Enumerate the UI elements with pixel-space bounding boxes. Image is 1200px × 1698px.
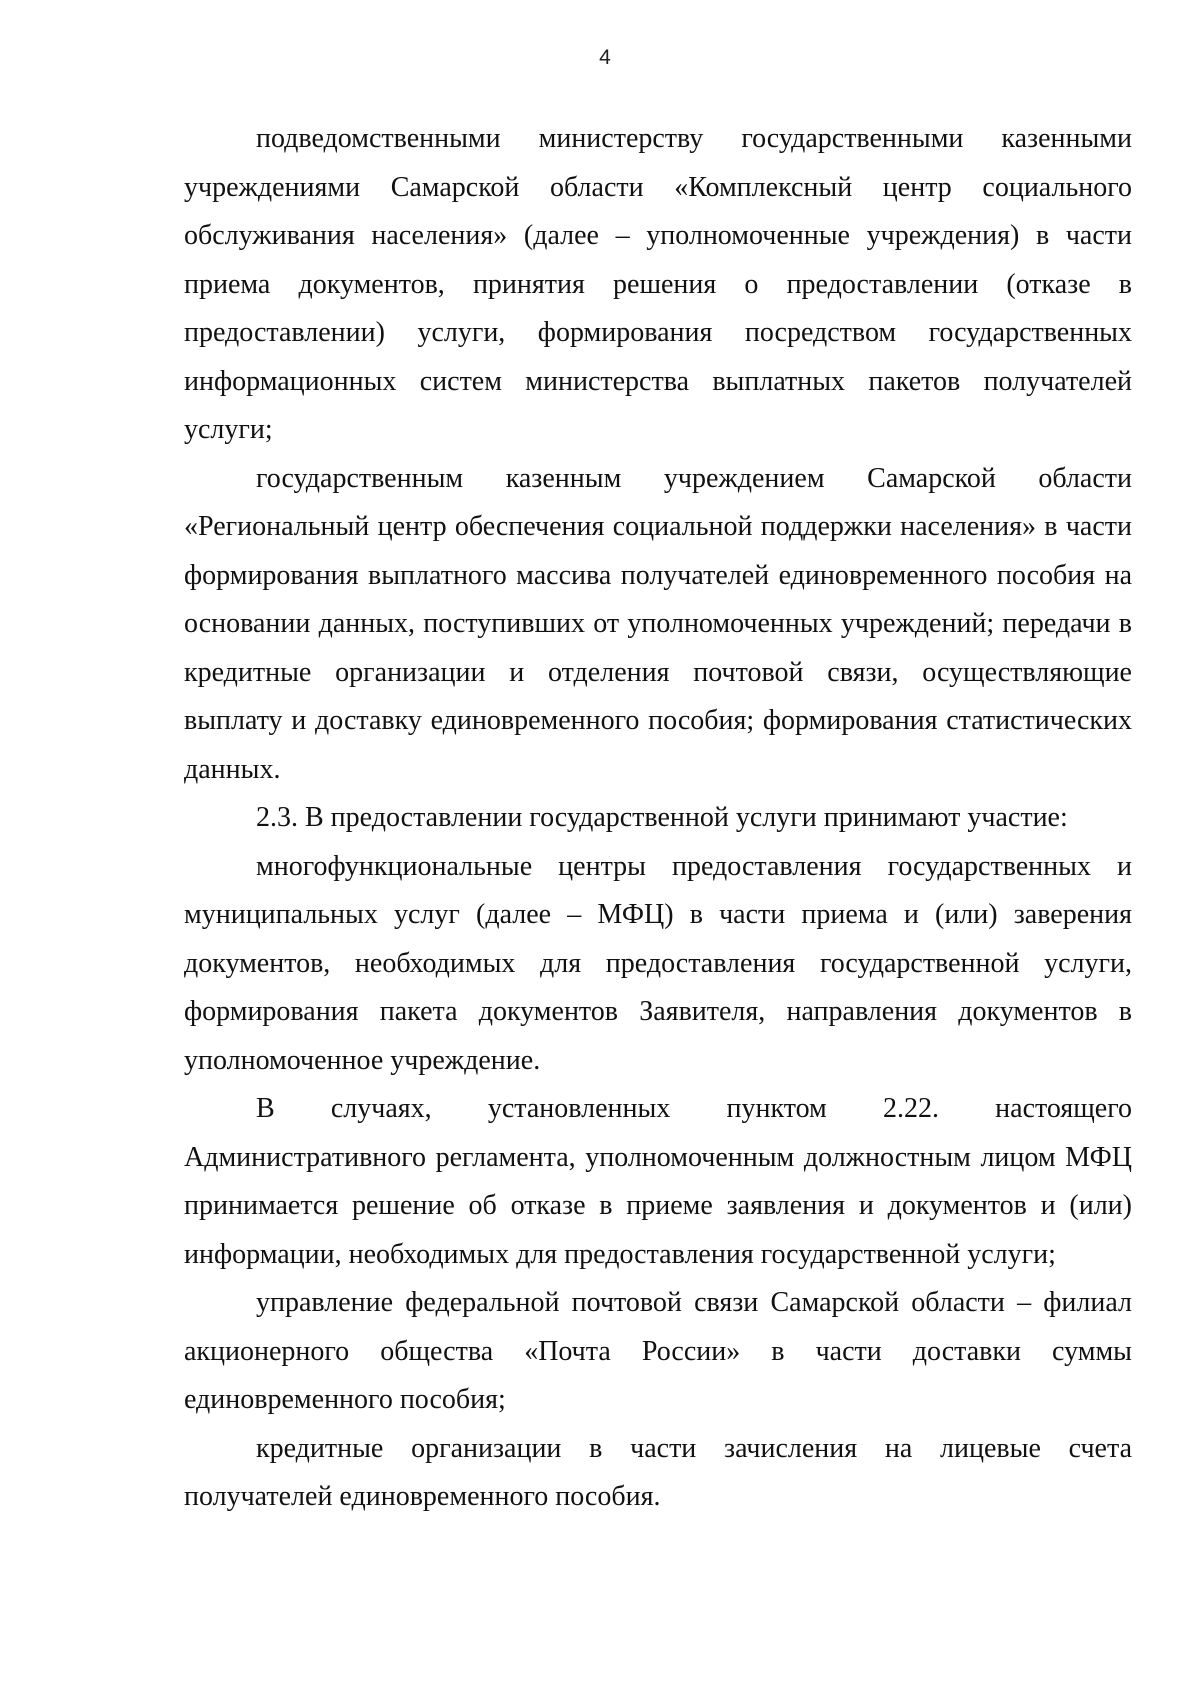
paragraph-regional-center: государственным казенным учреждением Самарской области «Региональный центр обеспечения социальной поддержки населения» в части формирования выплатного массива получателей единовременного пособия на основании данных, поступивших от уполномоченных учреждений; передачи в кредитные организации и отделения почтовой связи, осуществляющие выплату и доставку единовременного пособия; формирования статистических данных. [184,462,1132,785]
paragraph-credit-organizations: кредитные организации в части зачисления на лицевые счета получателей единовременного пособия. [184,1432,1132,1512]
page-number: 4 [599,46,611,69]
paragraph-section-2-3: 2.3. В предоставлении государственной услуги принимают участие: [256,802,1068,833]
document-body [184,115,1132,1522]
paragraph-mfc-refusal: В случаях, установленных пунктом 2.22. настоящего Административного регламента, уполномоченным должностным лицом МФЦ принимается решение об отказе в приеме заявления и документов и (или) информации, необходимых для предоставления государственной услуги; [184,1093,1132,1270]
paragraph-post-office: управление федеральной почтовой связи Самарской области – филиал акционерного общества «Почта России» в части доставки суммы единовременного пособия; [184,1287,1132,1415]
paragraph-authorized-institutions: подведомственными министерству государственными казенными учреждениями Самарской области «Комплексный центр социального обслуживания населения» (далее – уполномоченные учреждения) в части приема документов, принятия решения о предоставлении (отказе в предоставлении) услуги, формирования посредством государственных информационных систем министерства выплатных пакетов получателей услуги; [184,123,1132,445]
paragraph-mfc: многофункциональные центры предоставления государственных и муниципальных услуг (далее – МФЦ) в части приема и (или) заверения документов, необходимых для предоставления государственной услуги, формирования пакета документов Заявителя, направления документов в уполномоченное учреждение. [184,850,1132,1076]
